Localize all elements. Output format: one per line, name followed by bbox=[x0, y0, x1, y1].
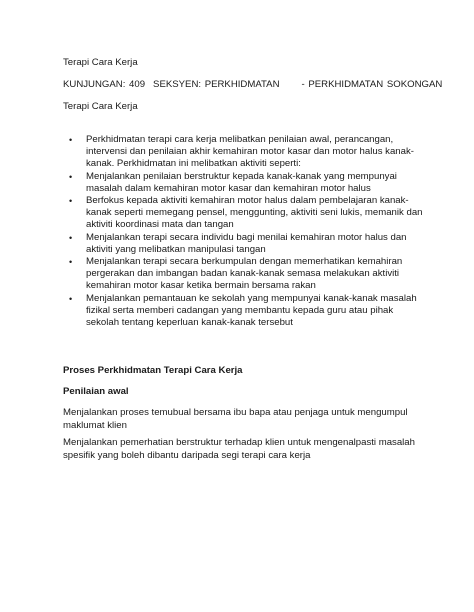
paragraph-temubual: Menjalankan proses temubual bersama ibu bapa atau penjaga untuk mengumpul maklumat klien bbox=[63, 407, 408, 431]
section-heading: Proses Perkhidmatan Terapi Cara Kerja bbox=[63, 365, 243, 376]
list-item bbox=[63, 232, 423, 256]
subsection-heading: Penilaian awal bbox=[63, 386, 129, 397]
list-item bbox=[63, 171, 423, 195]
bullet-text: Berfokus kepada aktiviti kemahiran motor halus dalam pembelajaran kanak-kanak seperti memegang pensel, menggunting, aktiviti seni lukis, memanik dan aktiviti koordinasi mata dan tangan bbox=[86, 195, 423, 231]
seksyen-label: SEKSYEN: PERKHIDMATAN bbox=[153, 79, 280, 90]
bullet-glyph: • bbox=[69, 293, 73, 304]
kunjungan-line bbox=[63, 78, 442, 91]
list-item bbox=[63, 134, 423, 171]
bullet-glyph: • bbox=[69, 257, 73, 268]
bullet-glyph: • bbox=[69, 196, 73, 207]
bullet-text: Menjalankan pemantauan ke sekolah yang mempunyai kanak-kanak masalah fizikal serta memberi cadangan yang membantu kepada guru atau pihak sekolah tentang keperluan kanak-kanak tersebut bbox=[86, 292, 417, 329]
bullet-glyph: • bbox=[69, 171, 73, 182]
document-title: Terapi Cara Kerja bbox=[63, 57, 138, 68]
list-item bbox=[63, 195, 423, 232]
seksyen-sub-label: - PERKHIDMATAN SOKONGAN bbox=[301, 79, 443, 90]
bullet-glyph: • bbox=[69, 135, 73, 145]
list-item bbox=[63, 293, 423, 330]
bullet-text: Menjalankan terapi secara individu bagi menilai kemahiran motor halus dan aktiviti yang melibatkan manipulasi tangan bbox=[86, 231, 407, 255]
bullet-text: Menjalankan terapi secara berkumpulan dengan memerhatikan kemahiran pergerakan dan imbangan badan kanak-kanak semasa melakukan aktiviti kemahiran motor kasar ketika bermain bersama rakan bbox=[86, 256, 403, 292]
bullet-glyph: • bbox=[69, 232, 73, 243]
bullet-text: Menjalankan penilaian berstruktur kepada kanak-kanak yang mempunyai masalah dalam kemahiran motor kasar dan kemahiran motor halus bbox=[86, 170, 397, 194]
activity-bullet-list bbox=[63, 134, 423, 329]
list-item bbox=[63, 256, 423, 293]
kunjungan-label: KUNJUNGAN: 409 bbox=[63, 79, 146, 90]
document-subtitle: Terapi Cara Kerja bbox=[63, 101, 138, 112]
bullet-text: Perkhidmatan terapi cara kerja melibatkan penilaian awal, perancangan, intervensi dan penilaian akhir kemahiran motor kasar dan motor halus kanak-kanak. Perkhidmatan ini melibatkan aktiviti seperti: bbox=[86, 134, 414, 170]
paragraph-pemerhatian: Menjalankan pemerhatian berstruktur terhadap klien untuk mengenalpasti masalah spesifik yang boleh dibantu daripada segi terapi cara kerja bbox=[63, 437, 415, 461]
